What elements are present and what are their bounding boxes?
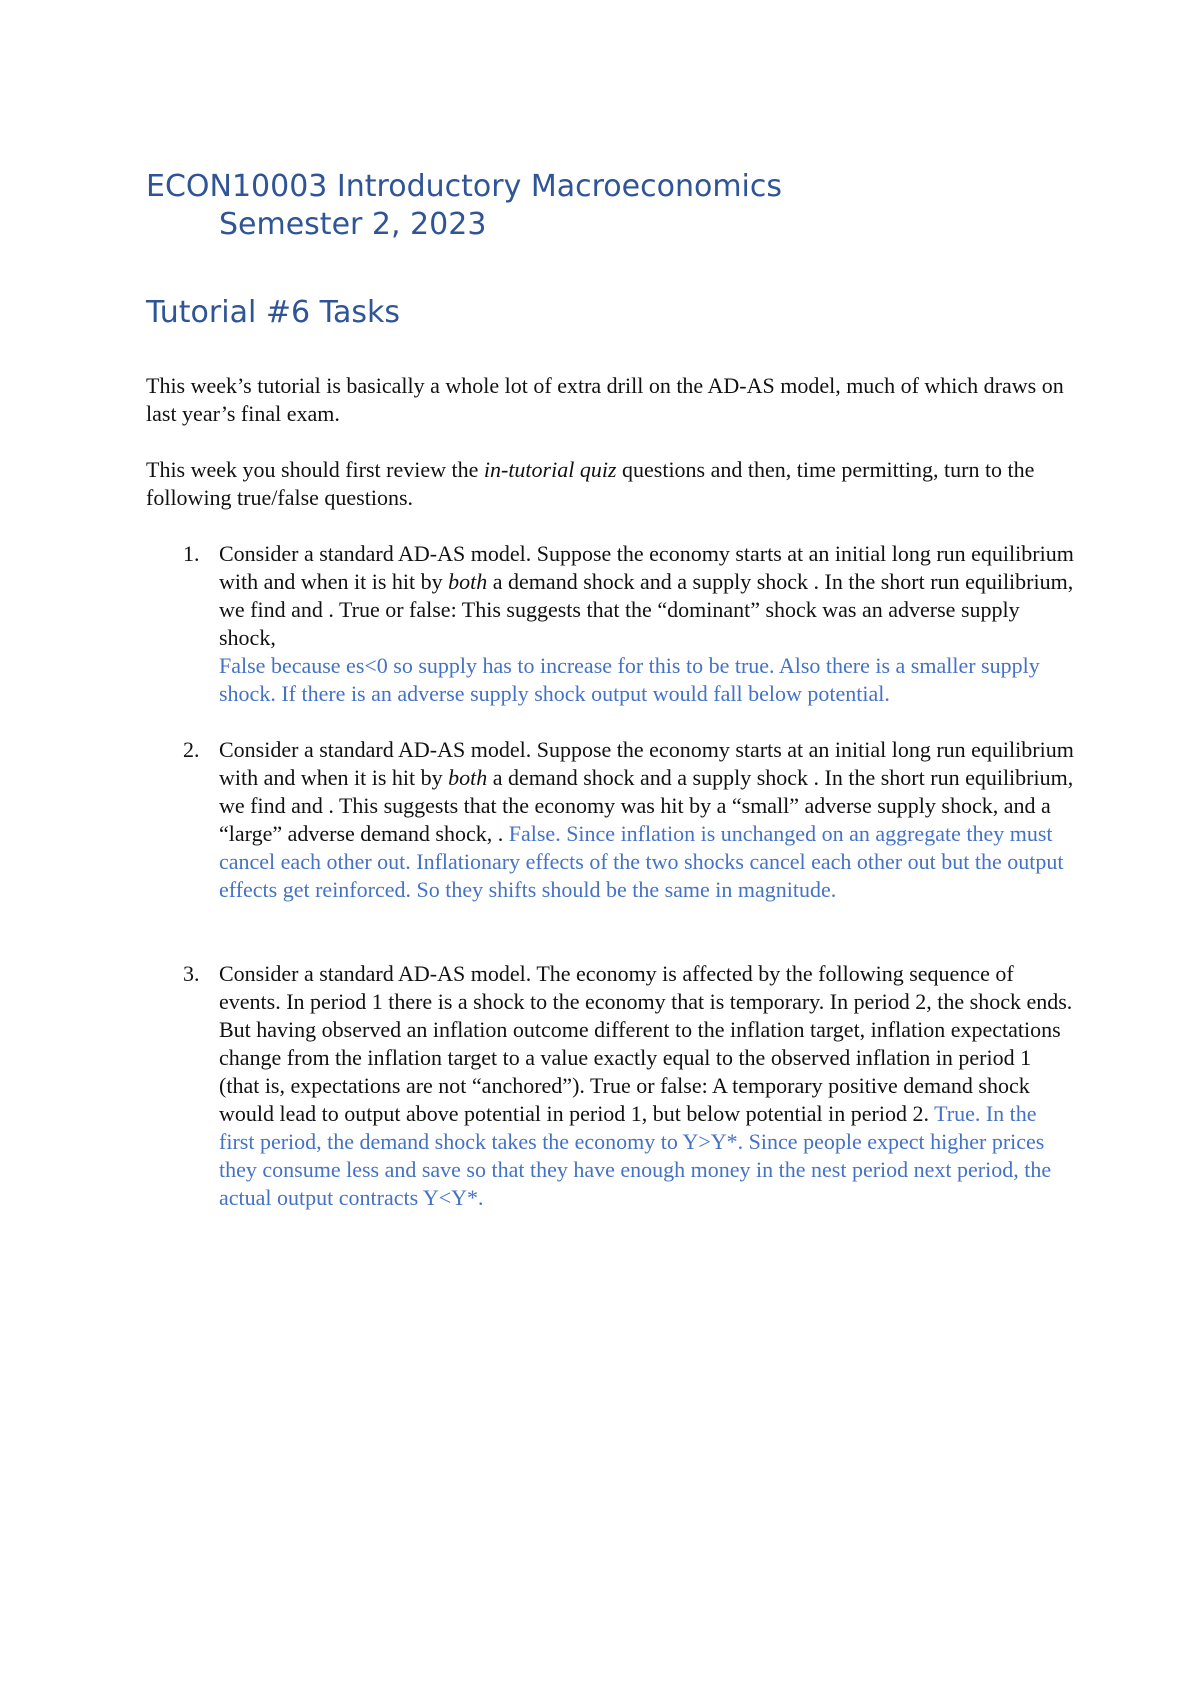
question-text-before: Consider a standard AD-AS model. Suppose the economy starts at an initial long run equilibrium with and when it is hit by <box>219 541 1074 594</box>
question-list <box>146 540 1076 1212</box>
course-title: ECON10003 Introductory Macroeconomics <box>146 169 783 204</box>
document-body <box>146 168 1076 1212</box>
question-text-after: a demand shock and a supply shock . In the short run equilibrium, we find and . True or false: This suggests that the “dominant” shock was an adverse supply shock, <box>219 569 1074 650</box>
question-item-1 <box>146 540 1076 708</box>
answer-text: False. Since inflation is unchanged on an aggregate they must cancel each other out. Inflationary effects of the two shocks cancel each other out but the output effects get reinforced. So they shifts should be the same in magnitude. <box>219 821 1064 902</box>
instructions-text-before: This week you should first review the <box>146 457 484 482</box>
question-emphasis: both <box>448 569 488 594</box>
instructions-paragraph <box>146 456 1076 512</box>
question-number: 3. <box>183 961 200 986</box>
tutorial-heading: Tutorial #6 Tasks <box>146 295 400 330</box>
question-text: Consider a standard AD-AS model. The economy is affected by the following sequence of events. In period 1 there is a shock to the economy that is temporary. In period 2, the shock ends. But having observed an inflation outcome different to the inflation target, inflation expectations change from the inflation target to a value exactly equal to the observed inflation in period 1 (that is, expectations are not “anchored”). True or false: A temporary positive demand shock would lead to output above potential in period 1, but below potential in period 2. <box>219 961 1073 1126</box>
question-item-3 <box>146 960 1076 1212</box>
question-item-2 <box>146 736 1076 904</box>
answer-text: True. In the first period, the demand shock takes the economy to Y>Y*. Since people expect higher prices they consume less and save so that they have enough money in the nest period next period, the actual output contracts Y<Y*. <box>219 1101 1052 1210</box>
instructions-emphasis: in-tutorial quiz <box>483 457 617 482</box>
question-text-after: a demand shock and a supply shock . In the short run equilibrium, we find and . This suggests that the economy was hit by a “small” adverse supply shock, and a “large” adverse demand shock, . <box>219 765 1074 846</box>
answer-text: False because es<0 so supply has to increase for this to be true. Also there is a smaller supply shock. If there is an adverse supply shock output would fall below potential. <box>219 653 1040 706</box>
question-number: 2. <box>183 737 200 762</box>
question-number: 1. <box>183 541 200 566</box>
question-emphasis: both <box>448 765 488 790</box>
question-text-before: Consider a standard AD-AS model. Suppose the economy starts at an initial long run equilibrium with and when it is hit by <box>219 737 1074 790</box>
instructions-text-after: questions and then, time permitting, turn to the following true/false questions. <box>146 457 1035 510</box>
intro-paragraph: This week’s tutorial is basically a whole lot of extra drill on the AD-AS model, much of which draws on last year’s final exam. <box>146 373 1064 426</box>
semester-subtitle: Semester 2, 2023 <box>219 207 487 242</box>
